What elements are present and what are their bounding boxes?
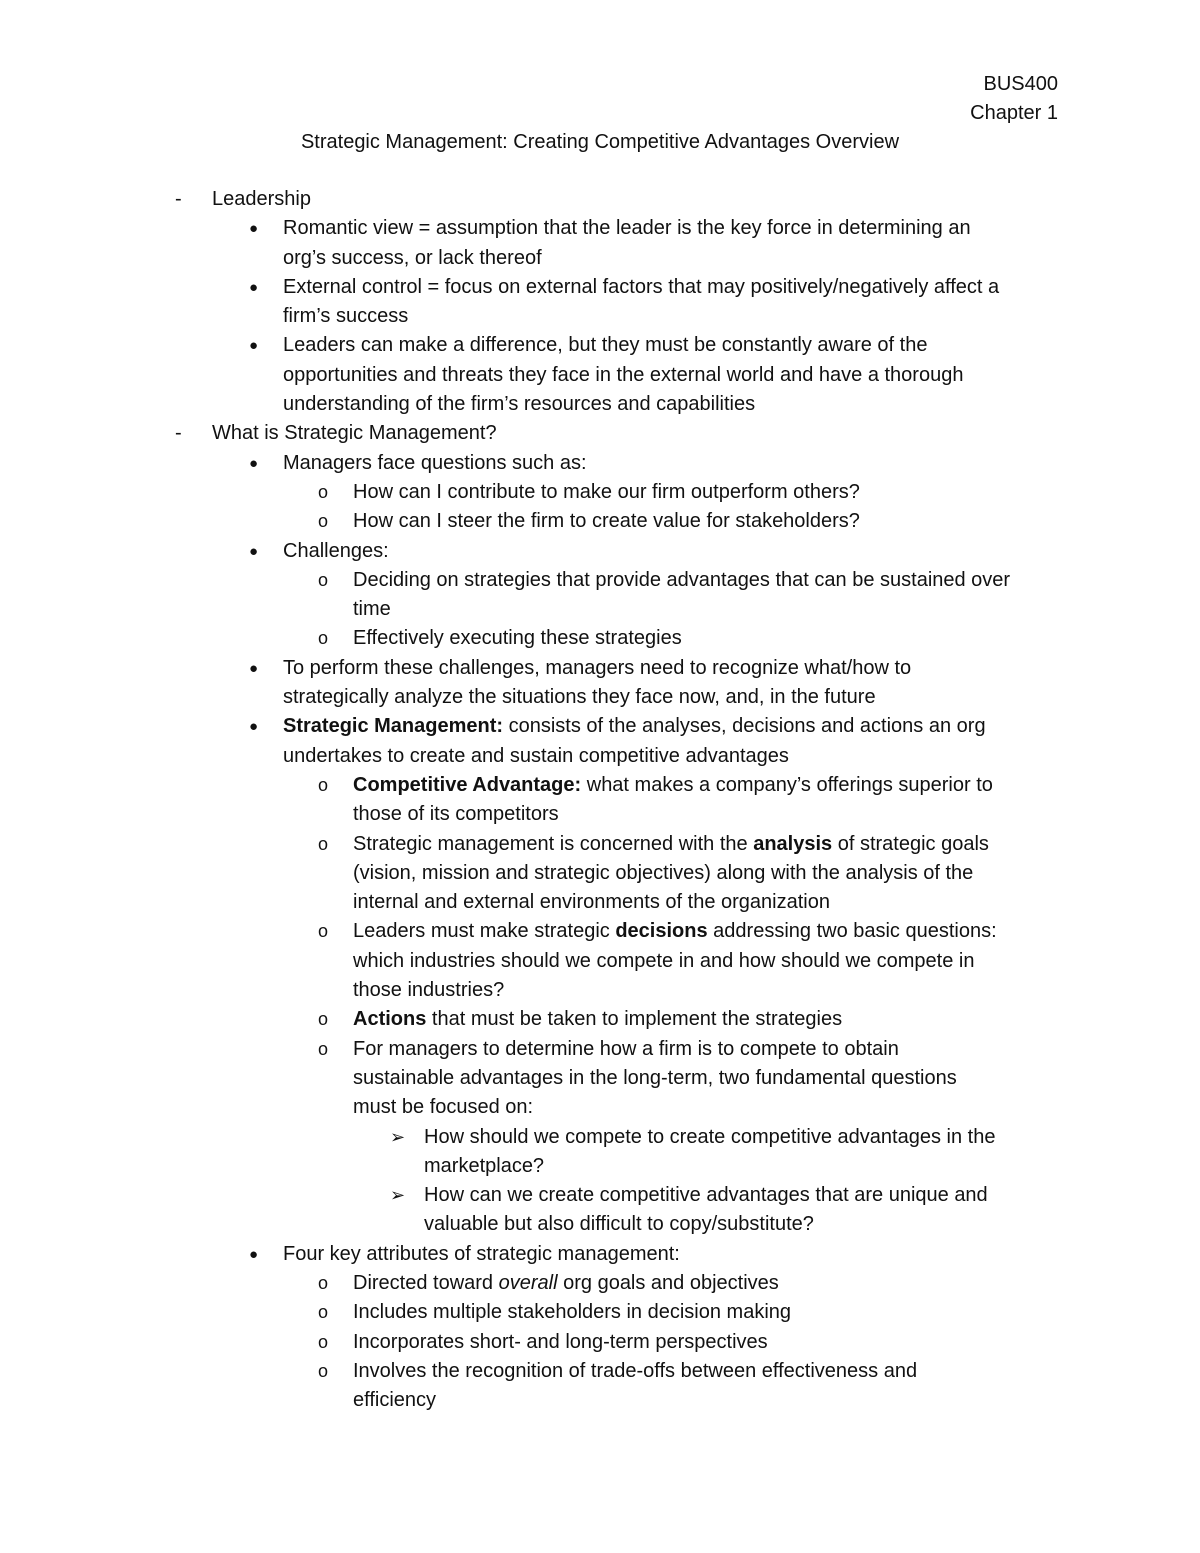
bullet-icon: ● <box>249 542 259 560</box>
outline-line <box>0 859 1200 888</box>
line-text: (vision, mission and strategic objectives) along with the analysis of the <box>353 861 974 884</box>
line-text: Challenges: <box>283 539 389 562</box>
line-text: those of its competitors <box>353 803 559 826</box>
circle-bullet-icon: o <box>318 1302 329 1323</box>
circle-bullet-icon: o <box>318 921 329 942</box>
line-text: firm’s success <box>283 305 409 328</box>
line-text: To perform these challenges, managers need to recognize what/how to <box>283 656 912 679</box>
line-text: Effectively executing these strategies <box>353 627 682 650</box>
circle-bullet-icon: o <box>318 628 329 649</box>
outline-line <box>0 331 1200 360</box>
line-text: those industries? <box>353 979 505 1002</box>
outline-line <box>0 800 1200 829</box>
circle-bullet-icon: o <box>318 1038 329 1059</box>
circle-bullet-icon: o <box>318 774 329 795</box>
line-text: marketplace? <box>424 1154 545 1177</box>
bold-term: decisions <box>615 920 708 943</box>
outline-line <box>0 1328 1200 1357</box>
outline-line <box>0 712 1200 741</box>
circle-bullet-icon: o <box>318 1272 329 1293</box>
outline-line <box>0 537 1200 566</box>
line-text: Leaders can make a difference, but they must be constantly aware of the <box>283 334 928 357</box>
dash-marker: - <box>175 422 182 445</box>
outline-line <box>0 302 1200 331</box>
line-text: strategically analyze the situations they face now, and, in the future <box>283 686 876 709</box>
circle-bullet-icon: o <box>318 511 329 532</box>
bullet-icon: ● <box>249 454 259 472</box>
outline-line <box>0 917 1200 946</box>
outline-line <box>0 654 1200 683</box>
outline-line <box>0 947 1200 976</box>
bullet-icon: ● <box>249 718 259 736</box>
line-text: How can we create competitive advantages that are unique and <box>424 1184 988 1207</box>
line-text: internal and external environments of the organization <box>353 891 830 914</box>
line-text: Leaders must make strategic <box>353 920 616 943</box>
outline-line <box>0 1386 1200 1415</box>
bullet-icon: ● <box>249 278 259 296</box>
outline-line <box>0 244 1200 273</box>
line-text: must be focused on: <box>353 1096 534 1119</box>
outline-line <box>0 449 1200 478</box>
outline-line <box>0 1181 1200 1210</box>
line-text: Directed toward <box>353 1271 499 1294</box>
outline-line <box>0 185 1200 214</box>
bullet-icon: ● <box>249 1245 259 1263</box>
circle-bullet-icon: o <box>318 1009 329 1030</box>
outline-line <box>0 742 1200 771</box>
line-text: which industries should we compete in and how should we compete in <box>353 949 975 972</box>
outline-line <box>0 1298 1200 1327</box>
circle-bullet-icon: o <box>318 1360 329 1381</box>
line-text: what makes a company’s offerings superior to <box>581 773 993 796</box>
line-text: org’s success, or lack thereof <box>283 246 542 269</box>
line-text: Managers face questions such as: <box>283 451 587 474</box>
outline-line <box>0 1269 1200 1298</box>
line-text: sustainable advantages in the long-term, two fundamental questions <box>353 1066 957 1089</box>
line-text: How can I steer the firm to create value for stakeholders? <box>353 510 860 533</box>
line-text: What is Strategic Management? <box>212 422 497 445</box>
notes-outline <box>0 185 1200 1415</box>
circle-bullet-icon: o <box>318 481 329 502</box>
line-text: Involves the recognition of trade-offs between effectiveness and <box>353 1359 918 1382</box>
outline-line <box>0 595 1200 624</box>
outline-line <box>0 683 1200 712</box>
line-text: How can I contribute to make our firm outperform others? <box>353 480 860 503</box>
line-text: addressing two basic questions: <box>707 920 997 943</box>
line-text: Leadership <box>212 188 311 210</box>
line-text: understanding of the firm’s resources and capabilities <box>283 393 756 416</box>
outline-line <box>0 976 1200 1005</box>
line-text: efficiency <box>353 1389 437 1412</box>
outline-line <box>0 1123 1200 1152</box>
bold-term: analysis <box>753 832 833 855</box>
outline-line <box>0 273 1200 302</box>
outline-line <box>0 1210 1200 1239</box>
line-text: Includes multiple stakeholders in decision making <box>353 1301 792 1324</box>
line-text: that must be taken to implement the strategies <box>426 1008 843 1031</box>
outline-line <box>0 1152 1200 1181</box>
outline-line <box>0 361 1200 390</box>
circle-bullet-icon: o <box>318 833 329 854</box>
course-code: BUS400 <box>983 73 1058 95</box>
page-title: Strategic Management: Creating Competitive Advantages Overview <box>300 131 900 153</box>
circle-bullet-icon: o <box>318 1331 329 1352</box>
bullet-icon: ● <box>249 659 259 677</box>
italic-term: overall <box>498 1271 558 1294</box>
outline-line <box>0 566 1200 595</box>
outline-line <box>0 1357 1200 1386</box>
outline-line <box>0 1064 1200 1093</box>
arrow-bullet-icon: ➢ <box>390 1185 406 1206</box>
outline-line <box>0 771 1200 800</box>
line-text: Four key attributes of strategic management: <box>283 1242 680 1265</box>
outline-line <box>0 830 1200 859</box>
bold-term: Actions <box>353 1008 427 1031</box>
outline-line <box>0 478 1200 507</box>
line-text: consists of the analyses, decisions and actions an org <box>503 715 986 738</box>
line-text: External control = focus on external factors that may positively/negatively affect a <box>283 275 1000 298</box>
line-text: of strategic goals <box>832 832 989 855</box>
circle-bullet-icon: o <box>318 569 329 590</box>
dash-marker: - <box>175 188 182 210</box>
outline-line <box>0 1035 1200 1064</box>
line-text: How should we compete to create competitive advantages in the <box>424 1125 996 1148</box>
outline-line <box>0 507 1200 536</box>
outline-line <box>0 1240 1200 1269</box>
arrow-bullet-icon: ➢ <box>390 1126 406 1147</box>
bullet-icon: ● <box>249 337 259 355</box>
outline-line <box>0 419 1200 448</box>
line-text: For managers to determine how a firm is to compete to obtain <box>353 1037 899 1060</box>
outline-line <box>0 888 1200 917</box>
outline-line <box>0 1005 1200 1034</box>
bold-term: Competitive Advantage: <box>353 773 582 796</box>
bullet-icon: ● <box>249 220 259 238</box>
line-text: opportunities and threats they face in the external world and have a thorough <box>283 363 964 386</box>
line-text: Deciding on strategies that provide advantages that can be sustained over <box>353 568 1011 591</box>
line-text: Incorporates short- and long-term perspectives <box>353 1330 768 1353</box>
chapter-label: Chapter 1 <box>970 102 1058 124</box>
line-text: Strategic management is concerned with the <box>353 832 754 855</box>
line-text: valuable but also difficult to copy/substitute? <box>424 1213 814 1236</box>
bold-term: Strategic Management: <box>283 715 504 738</box>
outline-line <box>0 390 1200 419</box>
outline-line <box>0 624 1200 653</box>
line-text: undertakes to create and sustain competitive advantages <box>283 744 789 767</box>
line-text: Romantic view = assumption that the leader is the key force in determining an <box>283 217 971 240</box>
outline-line <box>0 214 1200 243</box>
outline-line <box>0 1093 1200 1122</box>
line-text: time <box>353 598 391 621</box>
line-text: org goals and objectives <box>557 1271 779 1294</box>
